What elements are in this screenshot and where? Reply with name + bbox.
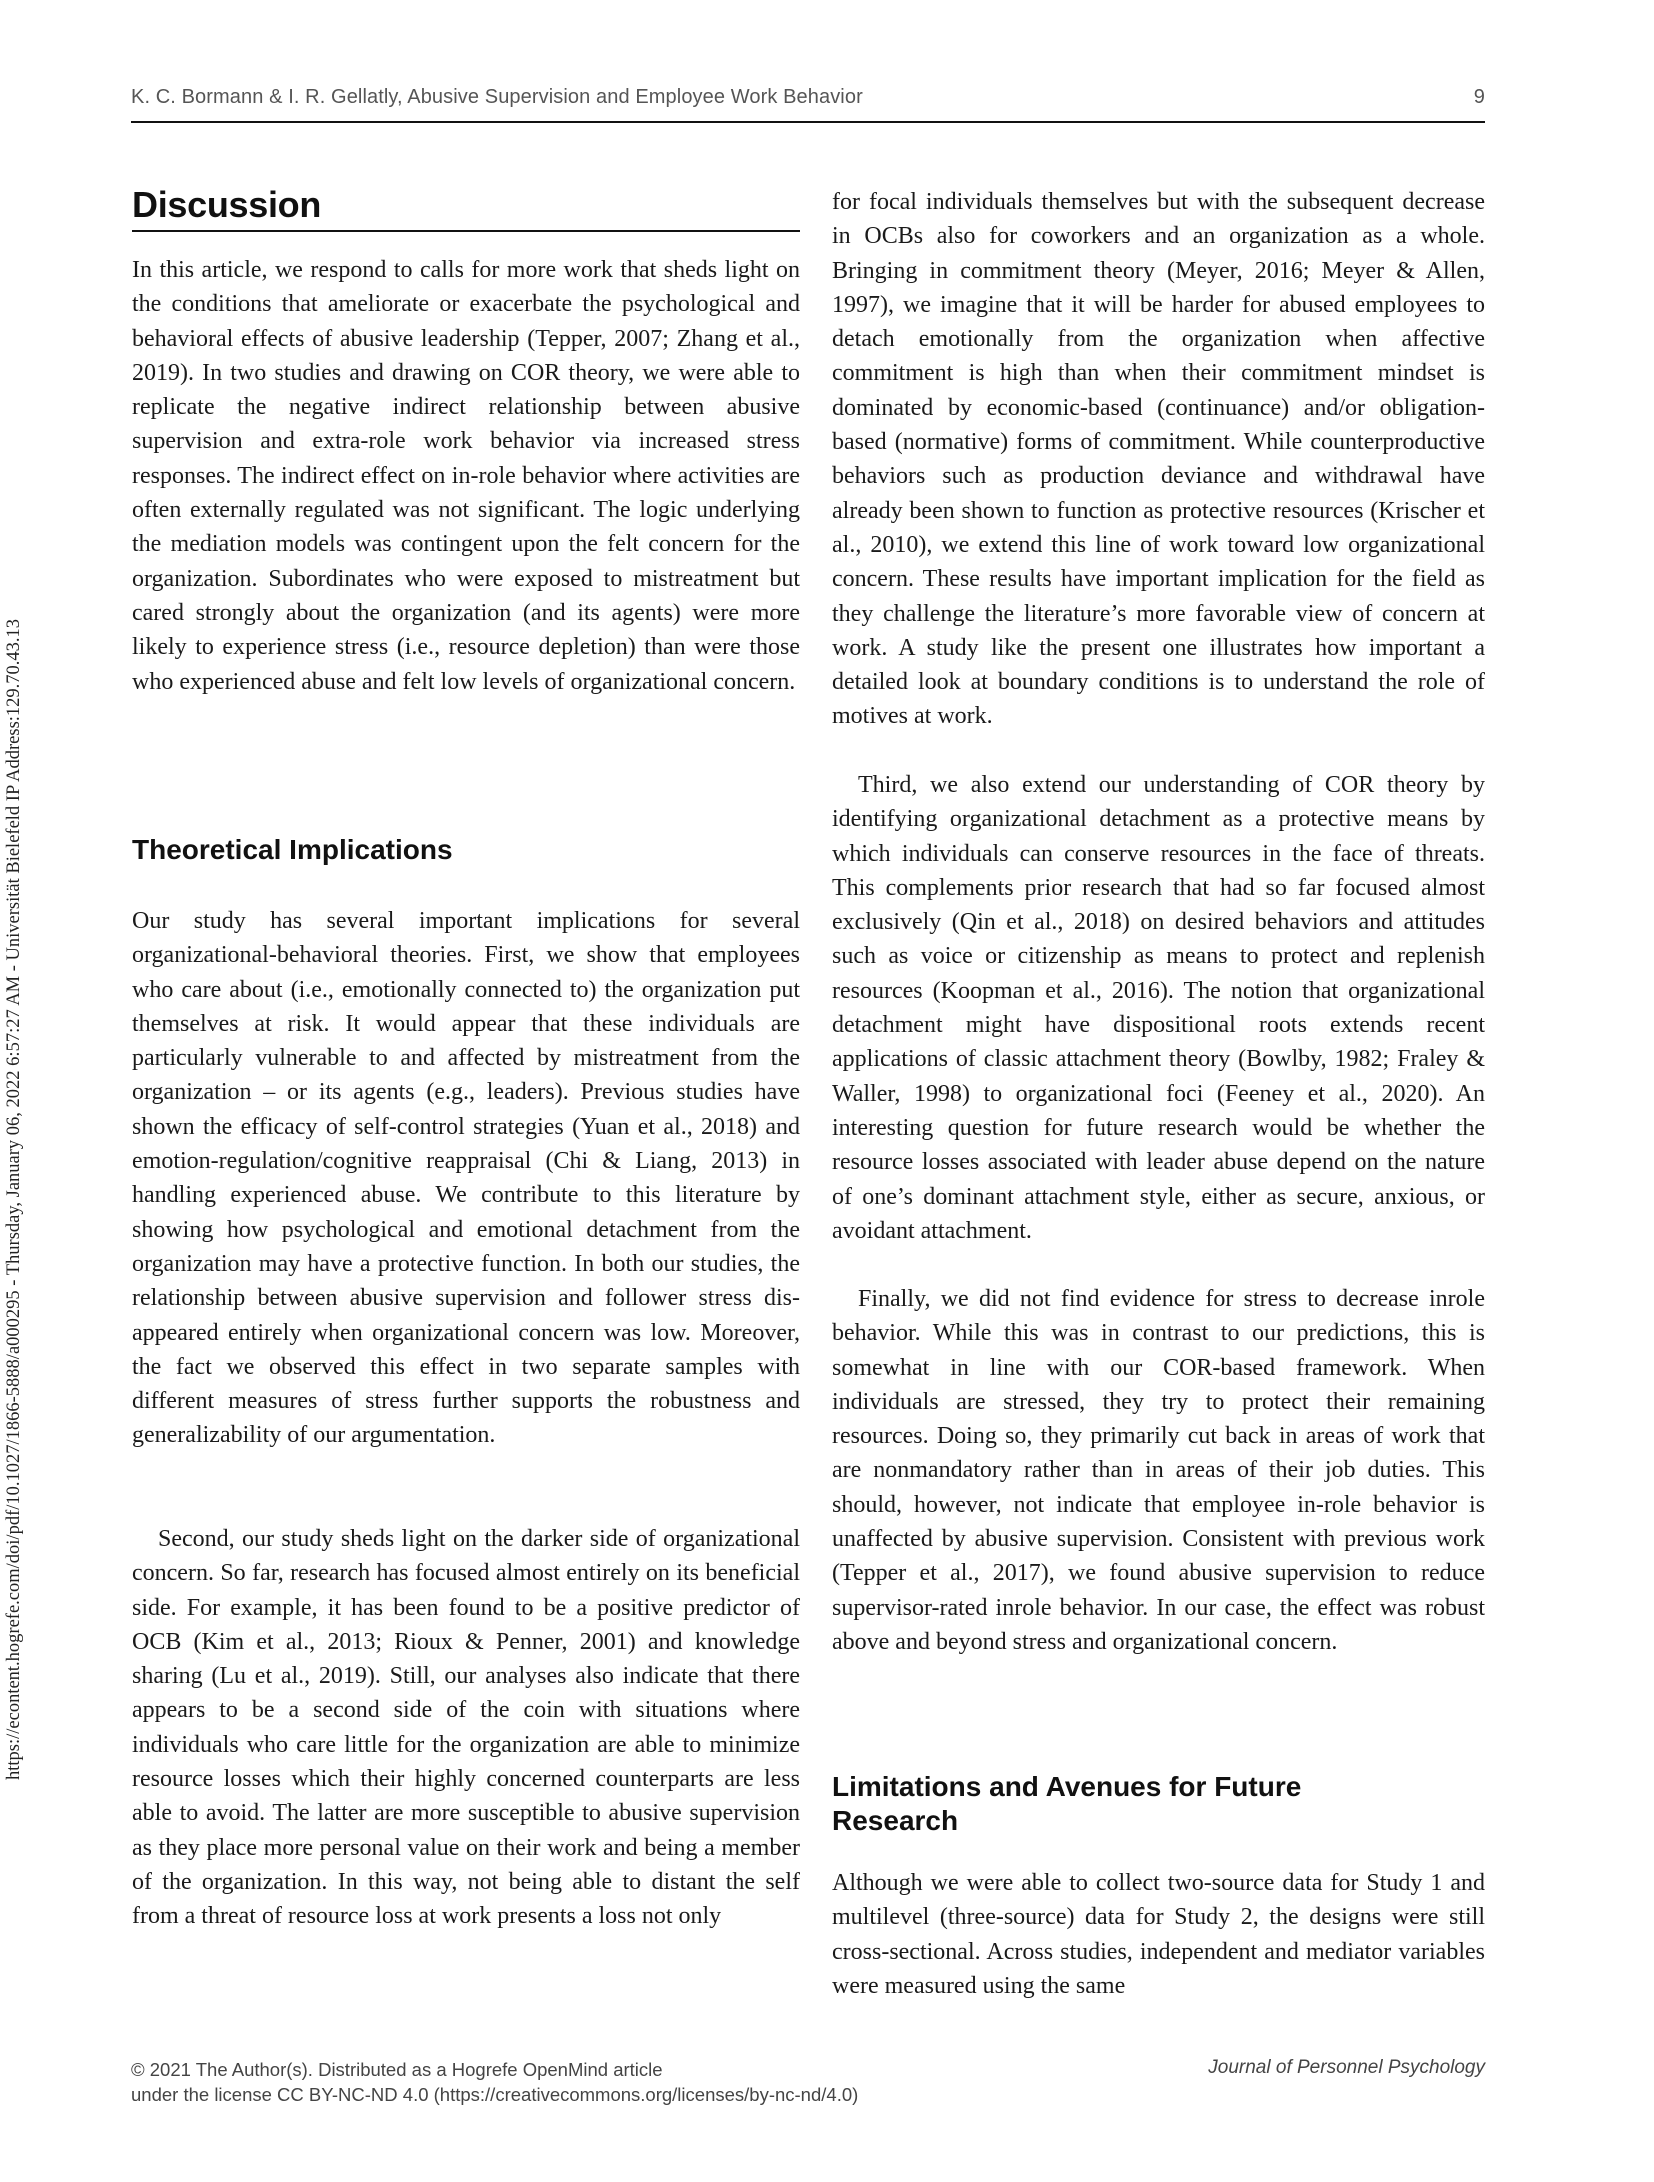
header-rule	[131, 121, 1485, 123]
running-head-title: K. C. Bormann & I. R. Gellatly, Abusive Supervision and Employee Work Behavior	[131, 86, 863, 108]
license-line-2: under the license CC BY-NC-ND 4.0 (https://creativecommons.org/licenses/by-nc-nd/4.0)	[131, 2084, 859, 2105]
paragraph-third-implication: Third, we also extend our understanding of COR theory by identifying organizational detachment as a protective means by which individuals can conserve resources in the face of threats. This complements prior research that had so far focused almost exclusively (Qin et al., 2018) on desired behaviors and attitudes such as voice or citizenship as means to protect and replenish resources (Koopman et al., 2016). The notion that organizational detachment might have dispositional roots extends recent applications of classic attachment theory (Bowlby, 1982; Fraley & Waller, 1998) to organizational foci (Feeney et al., 2020). An interesting question for future research would be whether the resource losses associated with leader abuse depend on the nature of one’s dominant attachment style, either as secure, anxious, or avoidant attachment.	[832, 772, 1485, 1244]
paragraph-limitations: Although we were able to collect two-source data for Study 1 and multilevel (three-source) data for Study 2, the designs were still cross-sectional. Across studies, independent and mediator variables were measured using the same	[832, 1870, 1485, 1999]
section-heading-rule	[132, 230, 800, 232]
journal-name: Journal of Personnel Psychology	[1208, 2057, 1485, 2078]
running-head	[131, 86, 1485, 122]
paragraph-discussion: In this article, we respond to calls for more work that sheds light on the conditions that ameliorate or exacerbate the psychological and behavioral effects of abusive leadership (Tepper, 2007; Zhang et al., 2019). In two studies and drawing on COR theory, we were able to replicate the negative indirect relationship between abusive supervision and extra-role work behavior via increased stress responses. The indirect effect on in-role behavior where activities are often externally regulated was not significant. The logic underlying the mediation models was contingent upon the felt concern for the organization. Subordinates who were exposed to mistreatment but cared strongly about the organization (and its agents) were more likely to experience stress (i.e., resource depletion) than were those who experienced abuse and felt low levels of organizational concern.	[132, 257, 800, 695]
paragraph-second-implication-continued: for focal individuals themselves but with the subsequent decrease in OCBs also for coworkers and an organization as a whole. Bringing in commitment theory (Meyer, 2016; Meyer & Allen, 1997), we imagine that it will be harder for abused employees to detach emotionally from the organization when affective commitment is high than when their commitment mindset is dominated by economic-based (continuance) and/or obligation-based (normative) forms of commitment. While counterproductive behaviors such as production deviance and withdrawal have already been shown to function as protective resources (Krischer et al., 2010), we extend this line of work toward low organizational concern. These results have important implication for the field as they challenge the literature’s more favorable view of concern at work. A study like the present one illustrates how important a detailed look at boundary conditions is to understand the role of motives at work.	[832, 189, 1485, 730]
license-line-1: © 2021 The Author(s). Distributed as a Hogrefe OpenMind article	[131, 2059, 663, 2080]
subsection-heading-theoretical-implications: Theoretical Implications	[132, 834, 453, 865]
paragraph-second-implication: Second, our study sheds light on the darker side of organizational concern. So far, research has focused almost entirely on its beneficial side. For example, it has been found to be a positive predictor of OCB (Kim et al., 2013; Rioux & Penner, 2001) and knowledge sharing (Lu et al., 2019). Still, our analyses also indicate that there appears to be a second side of the coin with situations where individuals who care little for the organization are able to minimize resource losses which their highly concerned counterparts are less able to avoid. The latter are more susceptible to abusive supervision as they place more personal value on their work and being a member of the organization. In this way, not being able to distant the self from a threat of resource loss at work presents a loss not only	[132, 1526, 800, 1930]
page-number: 9	[1473, 86, 1485, 108]
paragraph-final-implication: Finally, we did not find evidence for stress to decrease inrole behavior. While this was in contrast to our predictions, this is somewhat in line with our COR-based framework. When individuals are stressed, they try to protect their remaining resources. Doing so, they primarily cut back in areas of work that are nonmandatory rather than in areas of their job duties. This should, however, not indicate that employee in-role behavior is unaffected by abusive supervision. Consistent with previous work (Tepper et al., 2017), we found abusive supervision to reduce supervisor-rated inrole behavior. In our case, the effect was robust above and beyond stress and organizational concern.	[832, 1286, 1485, 1655]
subsection-heading-limitations: Limitations and Avenues for Future Research	[832, 1771, 1302, 1836]
license-footer	[131, 2057, 1031, 2107]
paragraph-first-implication: Our study has several important implications for several organizational-behavioral theories. First, we show that employees who care about (i.e., emotionally connected to) the organization put themselves at risk. It would appear that these individuals are particularly vulnerable to and affected by mistreatment from the organization – or its agents (e.g., leaders). Previous studies have shown the efficacy of self-control strategies (Yuan et al., 2018) and emotion-regulation/cognitive reappraisal (Chi & Liang, 2013) in handling experienced abuse. We contribute to this literature by showing how psychological and emotional detachment from the organization may have a protective function. In both our studies, the relationship between abusive supervision and follower stress disappeared entirely when organizational concern was low. Moreover, the fact we observed this effect in two separate samples with different measures of stress further supports the robustness and generalizability of our argumentation.	[132, 908, 800, 1449]
download-watermark: https://econtent.hogrefe.com/doi/pdf/10.1027/1866-5888/a000295 - Thursday, January 06, 2022 6:57:27 AM - Universität Bielefeld IP Address:129.70.43.13	[4, 618, 24, 1780]
section-heading-discussion: Discussion	[132, 184, 322, 225]
